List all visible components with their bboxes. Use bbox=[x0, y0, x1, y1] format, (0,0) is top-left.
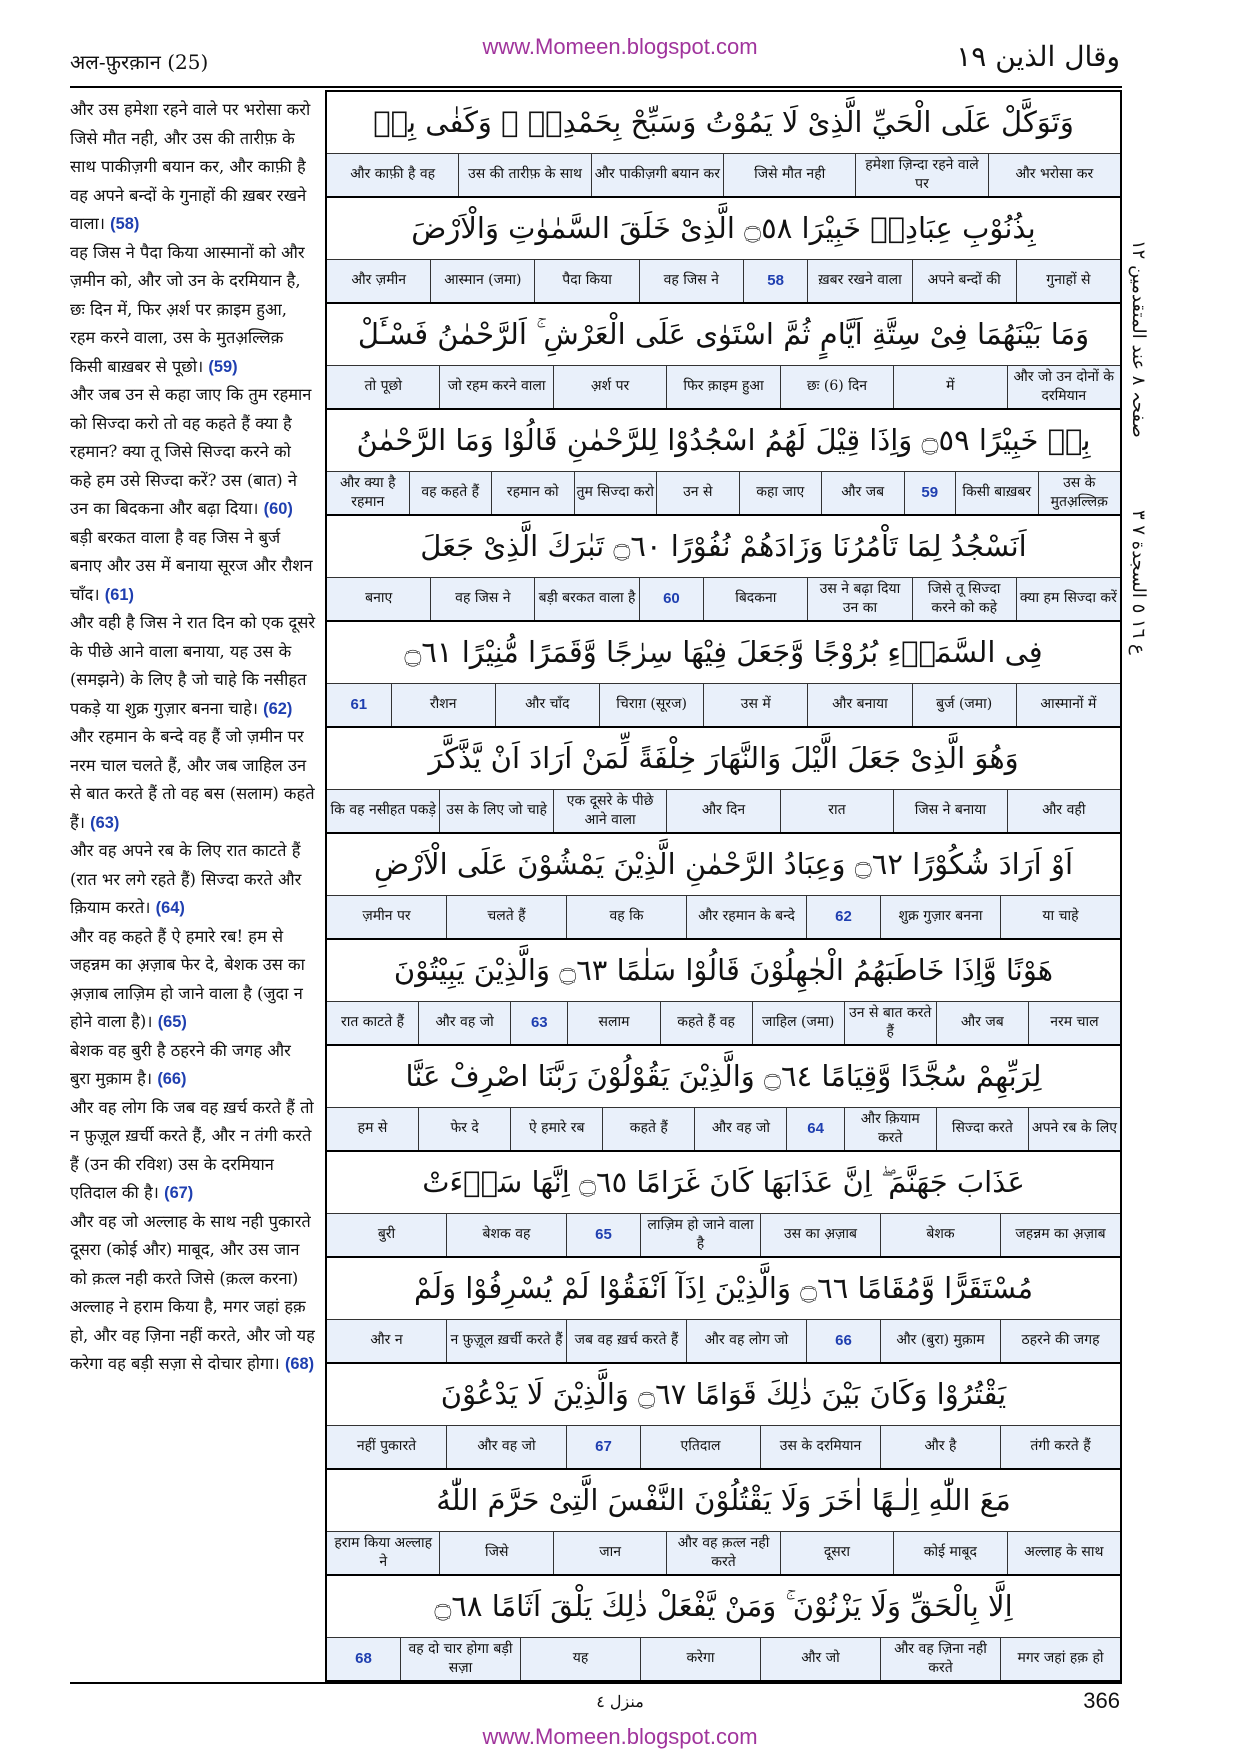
word-translation-row bbox=[327, 365, 1120, 408]
verse-number: (61) bbox=[104, 585, 134, 604]
verse-block bbox=[327, 1576, 1120, 1680]
verse-number-cell: 58 bbox=[743, 260, 808, 302]
translation-paragraph bbox=[70, 524, 316, 610]
translation-text: और वह जो अल्लाह के साथ नही पुकारते दूसरा (कोई और) माबूद, और उस जान को क़त्ल नही करते जिसे (क़त्ल करना) अल्लाह ने हराम किया है, मगर जहां हक़ हो, और वह ज़िना नहीं करते, और जो यह करेगा वह बड़ी सज़ा से दोचार होगा। bbox=[70, 1211, 315, 1373]
verse-number-cell: 68 bbox=[355, 1650, 372, 1668]
word-meaning-cell: कहते हैं वह bbox=[660, 1002, 752, 1044]
word-translation-row bbox=[327, 1637, 1120, 1680]
word-meaning-cell: जब वह ख़र्च करते हैं bbox=[566, 1320, 686, 1362]
word-meaning-cell: और जब bbox=[936, 1002, 1028, 1044]
verse-block bbox=[327, 1046, 1120, 1152]
word-meaning-cell: और क़ियाम करते bbox=[844, 1108, 936, 1150]
word-meaning-cell: और वही bbox=[1007, 790, 1120, 832]
verse-number: (68) bbox=[284, 1355, 315, 1373]
footer-divider bbox=[70, 1682, 1122, 1684]
word-meaning-cell: वह कि bbox=[566, 896, 686, 938]
word-meaning-cell: आस्मानों में bbox=[1016, 684, 1120, 726]
word-translation-row bbox=[327, 1531, 1120, 1574]
verse-number: (58) bbox=[110, 215, 140, 233]
page-number: 366 bbox=[1083, 1688, 1120, 1713]
arabic-line: مَعَ اللّٰهِ اِلٰـهًا اٰخَرَ وَلَا يَقْتُلُوْنَ النَّفْسَ الَّتِىْ حَرَّمَ اللّٰهُ bbox=[436, 1483, 1011, 1518]
verse-number: (63) bbox=[90, 813, 120, 832]
word-meaning-cell: जिसे मौत नही bbox=[723, 154, 855, 196]
translation-text: बेशक वह बुरी है ठहरने की जगह और बुरा मुक़ाम है। bbox=[70, 1040, 291, 1088]
word-meaning-cell: वह दो चार होगा बड़ी सज़ा bbox=[400, 1638, 520, 1680]
arabic-line: بِهٖ خَبِيْرًا ۝٥٩ وَاِذَا قِيْلَ لَهُمُ اسْجُدُوْا لِلرَّحْمٰنِ قَالُوْا وَمَا الرَّحْمٰنُ bbox=[356, 423, 1091, 458]
translation-text: और वह अपने रब के लिए रात काटते हैं (रात भर लगे रहते हैं) सिज्दा करते और क़ियाम करते। bbox=[70, 841, 302, 917]
word-meaning-cell: में bbox=[893, 366, 1006, 408]
word-meaning-cell: किसी बाख़बर bbox=[955, 472, 1038, 514]
word-translation-row bbox=[327, 259, 1120, 302]
word-meaning-cell: करेगा bbox=[640, 1638, 760, 1680]
word-meaning-cell: मगर जहां हक़ हो bbox=[1000, 1638, 1120, 1680]
verse-block bbox=[327, 304, 1120, 410]
word-meaning-cell: नहीं पुकारते bbox=[356, 1438, 417, 1455]
verse-block bbox=[327, 198, 1120, 304]
word-meaning-cell: और जब bbox=[821, 472, 904, 514]
word-meaning-cell: तुम सिज्दा करो bbox=[574, 472, 657, 514]
verse-block bbox=[327, 622, 1120, 728]
word-meaning-cell: बुर्ज (जमा) bbox=[912, 684, 1016, 726]
word-translation-row bbox=[327, 1425, 1120, 1468]
translation-paragraph bbox=[70, 837, 316, 923]
word-meaning-cell: ख़बर रखने वाला bbox=[807, 260, 911, 302]
footer-url[interactable]: www.Momeen.blogspot.com bbox=[482, 1724, 758, 1749]
word-meaning-cell: और वह जो bbox=[694, 1108, 786, 1150]
word-meaning-cell: रात काटते हैं bbox=[341, 1014, 405, 1031]
arabic-line: وَمَا بَيْنَهُمَا فِىْ سِتَّةِ اَيَّامٍ ثُمَّ اسْتَوٰى عَلَى الْعَرْشِ ۚ اَلرَّحْمٰنُ فَسْـَٔلْ bbox=[357, 316, 1090, 351]
word-meaning-cell: वह जिस ने bbox=[430, 578, 534, 620]
verse-number-cell: 65 bbox=[566, 1214, 640, 1256]
verse-block bbox=[327, 834, 1120, 940]
side-note-bottom: ع ١٦ ٥ السجدة ٧ ٣ bbox=[1128, 510, 1149, 655]
word-meaning-cell: अपने रब के लिए bbox=[1028, 1108, 1120, 1150]
word-meaning-cell: एतिदाल bbox=[640, 1426, 760, 1468]
word-meaning-cell: कहा जाए bbox=[739, 472, 822, 514]
word-meaning-cell: और काफ़ी है वह bbox=[350, 166, 436, 183]
word-meaning-cell: उस के लिए जो चाहे bbox=[439, 790, 552, 832]
verse-number: (60) bbox=[263, 500, 293, 518]
word-meaning-cell: और क्या है रहमान bbox=[339, 474, 396, 510]
word-translation-row bbox=[327, 683, 1120, 726]
word-meaning-cell: न फ़ुज़ूल ख़र्ची करते हैं bbox=[446, 1320, 566, 1362]
word-meaning-cell: और जो bbox=[760, 1638, 880, 1680]
word-meaning-cell: और है bbox=[880, 1426, 1000, 1468]
word-translation-row bbox=[327, 1213, 1120, 1256]
word-meaning-cell: अ़र्श पर bbox=[553, 366, 666, 408]
translation-text: और वह कहते हैं ऐ हमारे रब! हम से जहन्नम का अ़ज़ाब फेर दे, बेशक उस का अ़ज़ाब लाज़िम हो जाने वाला है (जुदा न होने वाला है)। bbox=[70, 926, 305, 1031]
word-meaning-cell: फिर क़ाइम हुआ bbox=[666, 366, 779, 408]
header-divider bbox=[70, 86, 1122, 88]
translation-paragraph bbox=[70, 1094, 316, 1208]
manzil-label: منزل ٤ bbox=[596, 1692, 644, 1711]
word-meaning-cell: उस के मुतअ़ल्लिक़ bbox=[1038, 472, 1121, 514]
verse-number-cell: 60 bbox=[639, 578, 704, 620]
word-meaning-cell: जिस ने बनाया bbox=[893, 790, 1006, 832]
word-meaning-cell: और वह जो bbox=[446, 1426, 566, 1468]
verse-number-cell: 67 bbox=[566, 1426, 640, 1468]
word-meaning-cell: उस का अ़ज़ाब bbox=[760, 1214, 880, 1256]
word-meaning-cell: दूसरा bbox=[780, 1532, 893, 1574]
word-meaning-cell: फेर दे bbox=[418, 1108, 510, 1150]
word-meaning-cell: जान bbox=[553, 1532, 666, 1574]
word-translation-row bbox=[327, 577, 1120, 620]
word-meaning-cell: कि वह नसीहत पकड़े bbox=[330, 802, 436, 819]
translation-paragraph bbox=[70, 723, 316, 837]
word-meaning-cell: हराम किया अल्लाह ने bbox=[334, 1534, 433, 1570]
word-translation-row bbox=[327, 153, 1120, 196]
word-meaning-cell: जिसे तू सिज्दा करने को कहे bbox=[912, 578, 1016, 620]
word-meaning-cell: पैदा किया bbox=[534, 260, 638, 302]
word-meaning-cell: वह कहते हैं bbox=[409, 472, 492, 514]
word-translation-row bbox=[327, 1001, 1120, 1044]
word-meaning-cell: और ज़मीन bbox=[351, 272, 406, 289]
word-meaning-cell: जाहिल (जमा) bbox=[752, 1002, 844, 1044]
arabic-line: مُسْتَقَرًّا وَّمُقَامًا ۝٦٦ وَالَّذِيْنَ اِذَآ اَنْفَقُوْا لَمْ يُسْرِفُوْا وَلَمْ bbox=[413, 1271, 1034, 1306]
word-meaning-cell: या चाहे bbox=[1000, 896, 1120, 938]
word-translation-row bbox=[327, 471, 1120, 514]
word-meaning-cell: छः (6) दिन bbox=[780, 366, 893, 408]
header-url[interactable]: www.Momeen.blogspot.com bbox=[482, 34, 758, 59]
verse-number: (67) bbox=[164, 1184, 194, 1202]
word-translation-row bbox=[327, 789, 1120, 832]
word-meaning-cell: बड़ी बरकत वाला है bbox=[534, 578, 638, 620]
word-meaning-cell: और चाँद bbox=[495, 684, 599, 726]
verse-block bbox=[327, 728, 1120, 834]
word-meaning-cell: कहते हैं bbox=[602, 1108, 694, 1150]
word-meaning-cell: उस के दरमियान bbox=[760, 1426, 880, 1468]
verse-number: (62) bbox=[263, 699, 293, 718]
hindi-translation-column bbox=[70, 96, 316, 1682]
word-meaning-cell: उस की तारीफ़ के साथ bbox=[458, 154, 590, 196]
verse-block bbox=[327, 940, 1120, 1046]
word-meaning-cell: और न bbox=[370, 1332, 403, 1349]
verse-number-cell: 63 bbox=[510, 1002, 567, 1044]
word-meaning-cell: बनाए bbox=[365, 590, 393, 607]
word-meaning-cell: चिराग़ (सूरज) bbox=[599, 684, 703, 726]
arabic-line: بِذُنُوْبِ عِبَادِهٖ خَبِيْرَا ۝٥٨ الَّذِىْ خَلَقَ السَّمٰوٰتِ وَالْاَرْضَ bbox=[411, 211, 1036, 246]
juz-title: وقال الذين ١٩ bbox=[956, 40, 1120, 73]
translation-paragraph bbox=[70, 381, 316, 524]
translation-paragraph bbox=[70, 609, 316, 723]
word-meaning-cell: बिदकना bbox=[703, 578, 807, 620]
translation-text: और वह लोग कि जब वह ख़र्च करते हैं तो न फ़ुज़ूल ख़र्ची करते हैं, और न तंगी करते हैं (उन की रविश) उस के दरमियान एतिदाल की है। bbox=[70, 1097, 314, 1202]
word-meaning-cell: चलते हैं bbox=[446, 896, 566, 938]
word-meaning-cell: बुरी bbox=[377, 1226, 396, 1243]
word-meaning-cell: हमेशा ज़िन्दा रहने वाले पर bbox=[855, 154, 987, 196]
word-meaning-cell: सिज्दा करते bbox=[936, 1108, 1028, 1150]
arabic-line: اِلَّا بِالْحَقِّ وَلَا يَزْنُوْنَ ۚ وَمَنْ يَّفْعَلْ ذٰلِكَ يَلْقَ اَثَامًا ۝٦٨ bbox=[434, 1588, 1013, 1623]
word-meaning-cell: और वह जो bbox=[418, 1002, 510, 1044]
translation-text: और उस हमेशा रहने वाले पर भरोसा करो जिसे मौत नही, और उस की तारीफ़ के साथ पाकीज़गी बयान कर, और काफ़ी है वह अपने बन्दों के गुनाहों की ख़बर रखने वाला। bbox=[70, 100, 311, 233]
verse-number-cell: 61 bbox=[350, 696, 368, 714]
verse-block bbox=[327, 92, 1120, 198]
word-meaning-cell: ज़मीन पर bbox=[362, 908, 411, 925]
verse-number: (65) bbox=[157, 1013, 187, 1031]
translation-paragraph bbox=[70, 239, 316, 382]
word-translation-row bbox=[327, 1319, 1120, 1362]
verse-number: (64) bbox=[155, 899, 185, 917]
word-meaning-cell: लाज़िम हो जाने वाला है bbox=[640, 1214, 760, 1256]
translation-text: वह जिस ने पैदा किया आस्मानों को और ज़मीन को, और जो उन के दरमियान है, छः दिन में, फिर अ़र्श पर क़ाइम हुआ, रहम करने वाला, उस के मुतअ़ल्लिक़ किसी बाख़बर से पूछो। bbox=[70, 242, 305, 376]
word-meaning-cell: तो पूछो bbox=[364, 378, 402, 395]
surah-title: अल-फ़ुरक़ान (25) bbox=[70, 50, 209, 74]
word-meaning-cell: अल्लाह के साथ bbox=[1007, 1532, 1120, 1574]
translation-paragraph bbox=[70, 1037, 316, 1094]
word-meaning-cell: बेशक bbox=[880, 1214, 1000, 1256]
word-meaning-cell: ऐ हमारे रब bbox=[510, 1108, 602, 1150]
word-meaning-cell: और वह लोग जो bbox=[686, 1320, 806, 1362]
word-meaning-cell: शुक्र गुज़ार बनना bbox=[880, 896, 1000, 938]
word-meaning-cell: सलाम bbox=[567, 1002, 659, 1044]
word-meaning-cell: तंगी करते हैं bbox=[1000, 1426, 1120, 1468]
translation-paragraph bbox=[70, 96, 316, 239]
verse-number-cell: 66 bbox=[806, 1320, 880, 1362]
translation-paragraph bbox=[70, 1208, 316, 1379]
word-meaning-cell: रहमान को bbox=[491, 472, 574, 514]
translation-text: और रहमान के बन्दे वह हैं जो ज़मीन पर नरम चाल चलते हैं, और जब जाहिल उन से बात करते हैं तो वह बस (सलाम) कहते हैं। bbox=[70, 727, 315, 832]
translation-text: बड़ी बरकत वाला है वह जिस ने बुर्ज बनाए और उस में बनाया सूरज और रौशन चाँद। bbox=[70, 527, 313, 604]
side-note-top: صفحہ ٨ عند المتقدمين ١٢ bbox=[1128, 240, 1149, 438]
word-meaning-cell: आस्मान (जमा) bbox=[430, 260, 534, 302]
verse-block bbox=[327, 410, 1120, 516]
word-meaning-cell: रात bbox=[780, 790, 893, 832]
translation-text: और जब उन से कहा जाए कि तुम रहमान को सिज्दा करो तो वह कहते हैं क्या है रहमान? क्या तू जिसे सिज्दा करने को कहे हम उसे सिज्दा करें? उस (बात) ने उन का बिदकना और बढ़ा दिया। bbox=[70, 385, 312, 518]
word-meaning-cell: उन से बात करते हैं bbox=[844, 1002, 936, 1044]
verse-block bbox=[327, 1470, 1120, 1576]
word-meaning-cell: जिसे bbox=[439, 1532, 552, 1574]
word-by-word-table bbox=[325, 90, 1122, 1682]
word-meaning-cell: जहन्नम का अ़ज़ाब bbox=[1000, 1214, 1120, 1256]
word-meaning-cell: ठहरने की जगह bbox=[1000, 1320, 1120, 1362]
verse-block bbox=[327, 1364, 1120, 1470]
word-meaning-cell: हम से bbox=[357, 1120, 388, 1137]
word-meaning-cell: कोई माबूद bbox=[893, 1532, 1006, 1574]
word-meaning-cell: और वह क़त्ल नही करते bbox=[666, 1532, 779, 1574]
verse-number: (59) bbox=[208, 357, 238, 376]
translation-paragraph bbox=[70, 923, 316, 1037]
arabic-line: لِرَبِّهِمْ سُجَّدًا وَّقِيَامًا ۝٦٤ وَالَّذِيْنَ يَقُوْلُوْنَ رَبَّنَا اصْرِفْ عَنَّا bbox=[405, 1059, 1042, 1094]
word-meaning-cell: और रहमान के बन्दे bbox=[686, 896, 806, 938]
arabic-line: وَتَوَكَّلْ عَلَى الْحَيِّ الَّذِىْ لَا يَمُوْتُ وَسَبِّحْ بِحَمْدِهٖ ۭ وَكَفٰى بِهٖ bbox=[373, 105, 1074, 140]
word-meaning-cell: और वह ज़िना नही करते bbox=[880, 1638, 1000, 1680]
word-meaning-cell: और दिन bbox=[666, 790, 779, 832]
arabic-line: وَهُوَ الَّذِىْ جَعَلَ الَّيْلَ وَالنَّهَارَ خِلْفَةً لِّمَنْ اَرَادَ اَنْ يَّذَّكَّرَ bbox=[428, 741, 1019, 776]
arabic-line: هَوْنًا وَّاِذَا خَاطَبَهُمُ الْجٰهِلُوْنَ قَالُوْا سَلٰمًا ۝٦٣ وَالَّذِيْنَ يَبِيْتُوْنَ bbox=[393, 953, 1054, 988]
word-meaning-cell: और जो उन दोनों के दरमियान bbox=[1007, 366, 1120, 408]
verse-number-cell: 62 bbox=[806, 896, 880, 938]
verse-number-cell: 64 bbox=[786, 1108, 843, 1150]
verse-block bbox=[327, 1152, 1120, 1258]
word-meaning-cell: वह जिस ने bbox=[639, 260, 743, 302]
arabic-line: يَقْتُرُوْا وَكَانَ بَيْنَ ذٰلِكَ قَوَامًا ۝٦٧ وَالَّذِيْنَ لَا يَدْعُوْنَ bbox=[440, 1377, 1007, 1412]
word-meaning-cell: उस में bbox=[703, 684, 807, 726]
arabic-line: عَذَابَ جَهَنَّمَ ۖ اِنَّ عَذَابَهَا كَانَ غَرَامًا ۝٦٥ اِنَّهَا سَاۗءَتْ bbox=[422, 1164, 1025, 1199]
word-meaning-cell: गुनाहों से bbox=[1016, 260, 1120, 302]
arabic-line: اَنَسْجُدُ لِمَا تَاْمُرُنَا وَزَادَهُمْ نُفُوْرًا ۝٦٠ تَبٰرَكَ الَّذِىْ جَعَلَ bbox=[420, 529, 1027, 564]
word-meaning-cell: जो रहम करने वाला bbox=[439, 366, 552, 408]
word-meaning-cell: अपने बन्दों की bbox=[912, 260, 1016, 302]
word-translation-row bbox=[327, 1107, 1120, 1150]
word-meaning-cell: बेशक वह bbox=[446, 1214, 566, 1256]
word-meaning-cell: रौशन bbox=[391, 684, 495, 726]
word-meaning-cell: उस ने बढ़ा दिया उन का bbox=[807, 578, 911, 620]
word-meaning-cell: और भरोसा कर bbox=[988, 154, 1120, 196]
verse-number-cell: 59 bbox=[904, 472, 956, 514]
word-meaning-cell: और (बुरा) मुक़ाम bbox=[880, 1320, 1000, 1362]
verse-block bbox=[327, 1258, 1120, 1364]
word-translation-row bbox=[327, 895, 1120, 938]
word-meaning-cell: क्या हम सिज्दा करें bbox=[1016, 578, 1120, 620]
translation-text: और वही है जिस ने रात दिन को एक दूसरे के पीछे आने वाला बनाया, यह उस के (समझने) के लिए है जो चाहे कि नसीहत पकड़े या शुक्र गुज़ार बनना चाहे। bbox=[70, 613, 316, 718]
word-meaning-cell: एक दूसरे के पीछे आने वाला bbox=[553, 790, 666, 832]
word-meaning-cell: नरम चाल bbox=[1028, 1002, 1120, 1044]
word-meaning-cell: और पाकीज़गी बयान कर bbox=[591, 154, 723, 196]
word-meaning-cell: उन से bbox=[656, 472, 739, 514]
word-meaning-cell: और बनाया bbox=[807, 684, 911, 726]
verse-block bbox=[327, 516, 1120, 622]
arabic-line: فِى السَّمَاۗءِ بُرُوْجًا وَّجَعَلَ فِيْهَا سِرٰجًا وَّقَمَرًا مُّنِيْرًا ۝٦١ bbox=[404, 635, 1043, 670]
arabic-line: اَوْ اَرَادَ شُكُوْرًا ۝٦٢ وَعِبَادُ الرَّحْمٰنِ الَّذِيْنَ يَمْشُوْنَ عَلَى الْاَرْضِ bbox=[373, 847, 1074, 882]
word-meaning-cell: यह bbox=[520, 1638, 640, 1680]
verse-number: (66) bbox=[157, 1070, 187, 1088]
